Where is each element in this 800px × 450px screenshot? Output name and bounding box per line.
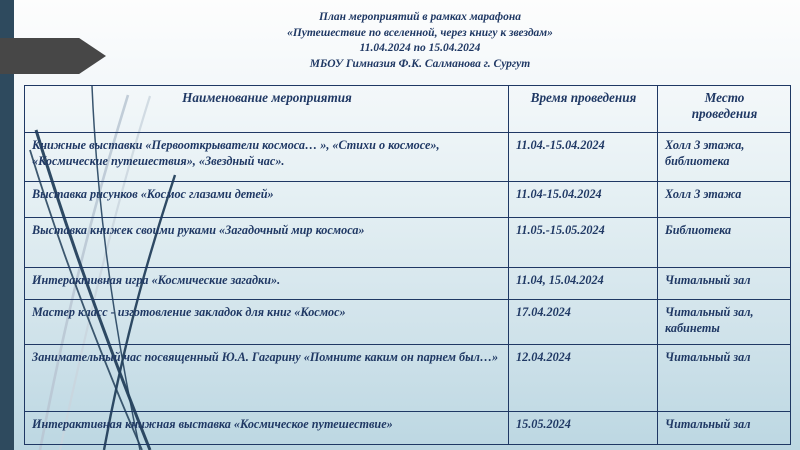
header-place-line-2: проведения xyxy=(691,106,758,121)
header-event-place xyxy=(658,86,791,133)
table-row xyxy=(25,268,791,300)
cell-event-place: Читальный зал xyxy=(658,345,791,412)
table-header-row xyxy=(25,86,791,133)
arrow-banner-shape xyxy=(0,38,106,74)
cell-event-time: 11.04.-15.04.2024 xyxy=(509,133,658,182)
table-row xyxy=(25,300,791,345)
cell-event-name: Выставка книжек своими руками «Загадочный мир космоса» xyxy=(25,218,509,268)
cell-event-time: 11.04-15.04.2024 xyxy=(509,182,658,218)
cell-event-name: Занимательный час посвященный Ю.А. Гагарину «Помните каким он парнем был…» xyxy=(25,345,509,412)
cell-event-time: 12.04.2024 xyxy=(509,345,658,412)
cell-event-place: Холл 3 этажа xyxy=(658,182,791,218)
plan-table xyxy=(24,85,791,445)
cell-event-time: 11.04, 15.04.2024 xyxy=(509,268,658,300)
cell-event-place: Читальный зал xyxy=(658,268,791,300)
table-row xyxy=(25,412,791,445)
table-row xyxy=(25,133,791,182)
table-row xyxy=(25,345,791,412)
slide-title xyxy=(140,10,700,72)
title-line-4: МБОУ Гимназия Ф.К. Салманова г. Сургут xyxy=(309,57,531,70)
title-line-3: 11.04.2024 по 15.04.2024 xyxy=(359,42,481,54)
cell-event-place: Холл 3 этажа, библиотека xyxy=(658,133,791,182)
cell-event-name: Интерактивная книжная выставка «Космическое путешествие» xyxy=(25,412,509,445)
cell-event-name: Мастер класс - изготовление закладок для книг «Космос» xyxy=(25,300,509,345)
cell-event-place: Читальный зал, кабинеты xyxy=(658,300,791,345)
table-row xyxy=(25,218,791,268)
cell-event-name: Выставка рисунков «Космос глазами детей» xyxy=(25,182,509,218)
header-event-name: Наименование мероприятия xyxy=(25,86,509,133)
table-row xyxy=(25,182,791,218)
cell-event-time: 15.05.2024 xyxy=(509,412,658,445)
title-line-1: План мероприятий в рамках марафона xyxy=(319,11,521,23)
cell-event-place: Читальный зал xyxy=(658,412,791,445)
title-line-2: «Путешествие по вселенной, через книгу к звездам» xyxy=(287,26,553,39)
cell-event-name: Книжные выставки «Первооткрыватели космоса… », «Стихи о космосе», «Космические путешествия», «Звездный час». xyxy=(25,133,509,182)
header-place-line-1: Место xyxy=(704,90,745,105)
plan-table-container xyxy=(24,85,790,445)
cell-event-place: Библиотека xyxy=(658,218,791,268)
cell-event-name: Интерактивная игра «Космические загадки». xyxy=(25,268,509,300)
cell-event-time: 11.05.-15.05.2024 xyxy=(509,218,658,268)
header-event-time: Время проведения xyxy=(509,86,658,133)
cell-event-time: 17.04.2024 xyxy=(509,300,658,345)
